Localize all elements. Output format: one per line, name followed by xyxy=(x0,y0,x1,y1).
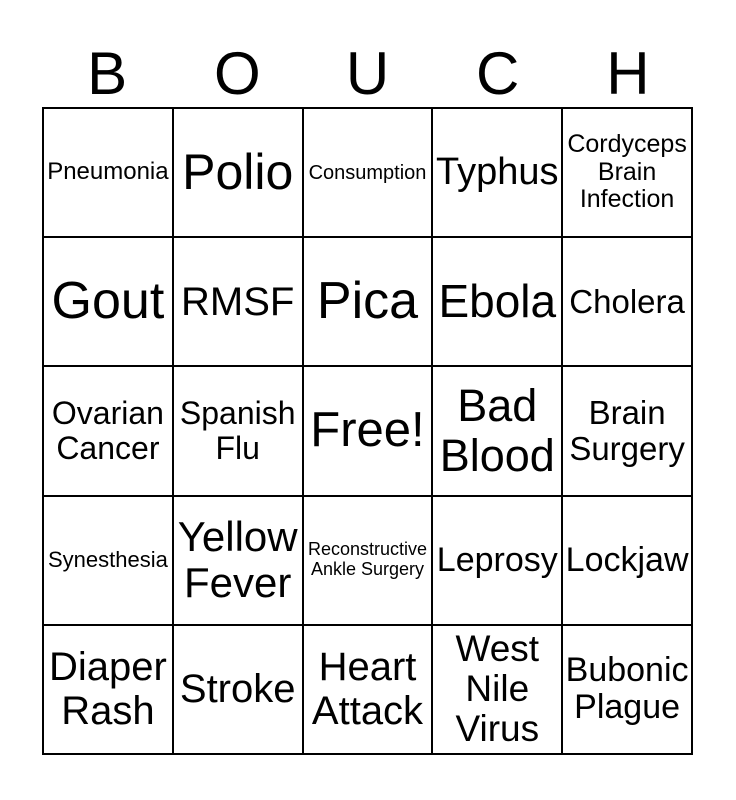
cell-r4-c2[interactable]: Heart Attack xyxy=(304,626,432,753)
bingo-grid xyxy=(42,107,693,755)
header-letter-b: B xyxy=(87,40,128,107)
cell-r1-c4[interactable]: Cholera xyxy=(563,238,691,365)
cell-r1-c1[interactable]: RMSF xyxy=(174,238,302,365)
cell-r3-c3[interactable]: Leprosy xyxy=(433,497,561,624)
cell-r3-c2[interactable]: Reconstructive Ankle Surgery xyxy=(304,497,432,624)
cell-r0-c0[interactable]: Pneumonia xyxy=(44,109,172,236)
cell-r3-c0[interactable]: Synesthesia xyxy=(44,497,172,624)
cell-r4-c0[interactable]: Diaper Rash xyxy=(44,626,172,753)
cell-r4-c1[interactable]: Stroke xyxy=(174,626,302,753)
cell-r4-c3[interactable]: West Nile Virus xyxy=(433,626,561,753)
cell-r0-c4[interactable]: Cordyceps Brain Infection xyxy=(563,109,691,236)
cell-r4-c4[interactable]: Bubonic Plague xyxy=(563,626,691,753)
cell-r0-c3[interactable]: Typhus xyxy=(433,109,561,236)
cell-r1-c2[interactable]: Pica xyxy=(304,238,432,365)
cell-r2-c1[interactable]: Spanish Flu xyxy=(174,367,302,494)
cell-r0-c2[interactable]: Consumption xyxy=(304,109,432,236)
header-letter-h: H xyxy=(606,40,650,107)
cell-r2-c3[interactable]: Bad Blood xyxy=(433,367,561,494)
cell-r1-c0[interactable]: Gout xyxy=(44,238,172,365)
cell-r1-c3[interactable]: Ebola xyxy=(433,238,561,365)
header-letter-c: C xyxy=(476,40,520,107)
cell-r3-c4[interactable]: Lockjaw xyxy=(563,497,691,624)
header-letter-u: U xyxy=(345,40,390,107)
cell-r2-c0[interactable]: Ovarian Cancer xyxy=(44,367,172,494)
cell-r0-c1[interactable]: Polio xyxy=(174,109,302,236)
cell-r2-c2-free-space[interactable]: Free! xyxy=(304,367,432,494)
cell-r2-c4[interactable]: Brain Surgery xyxy=(563,367,691,494)
header-letter-o: O xyxy=(213,40,261,107)
cell-r3-c1[interactable]: Yellow Fever xyxy=(174,497,302,624)
bingo-header xyxy=(42,0,693,107)
